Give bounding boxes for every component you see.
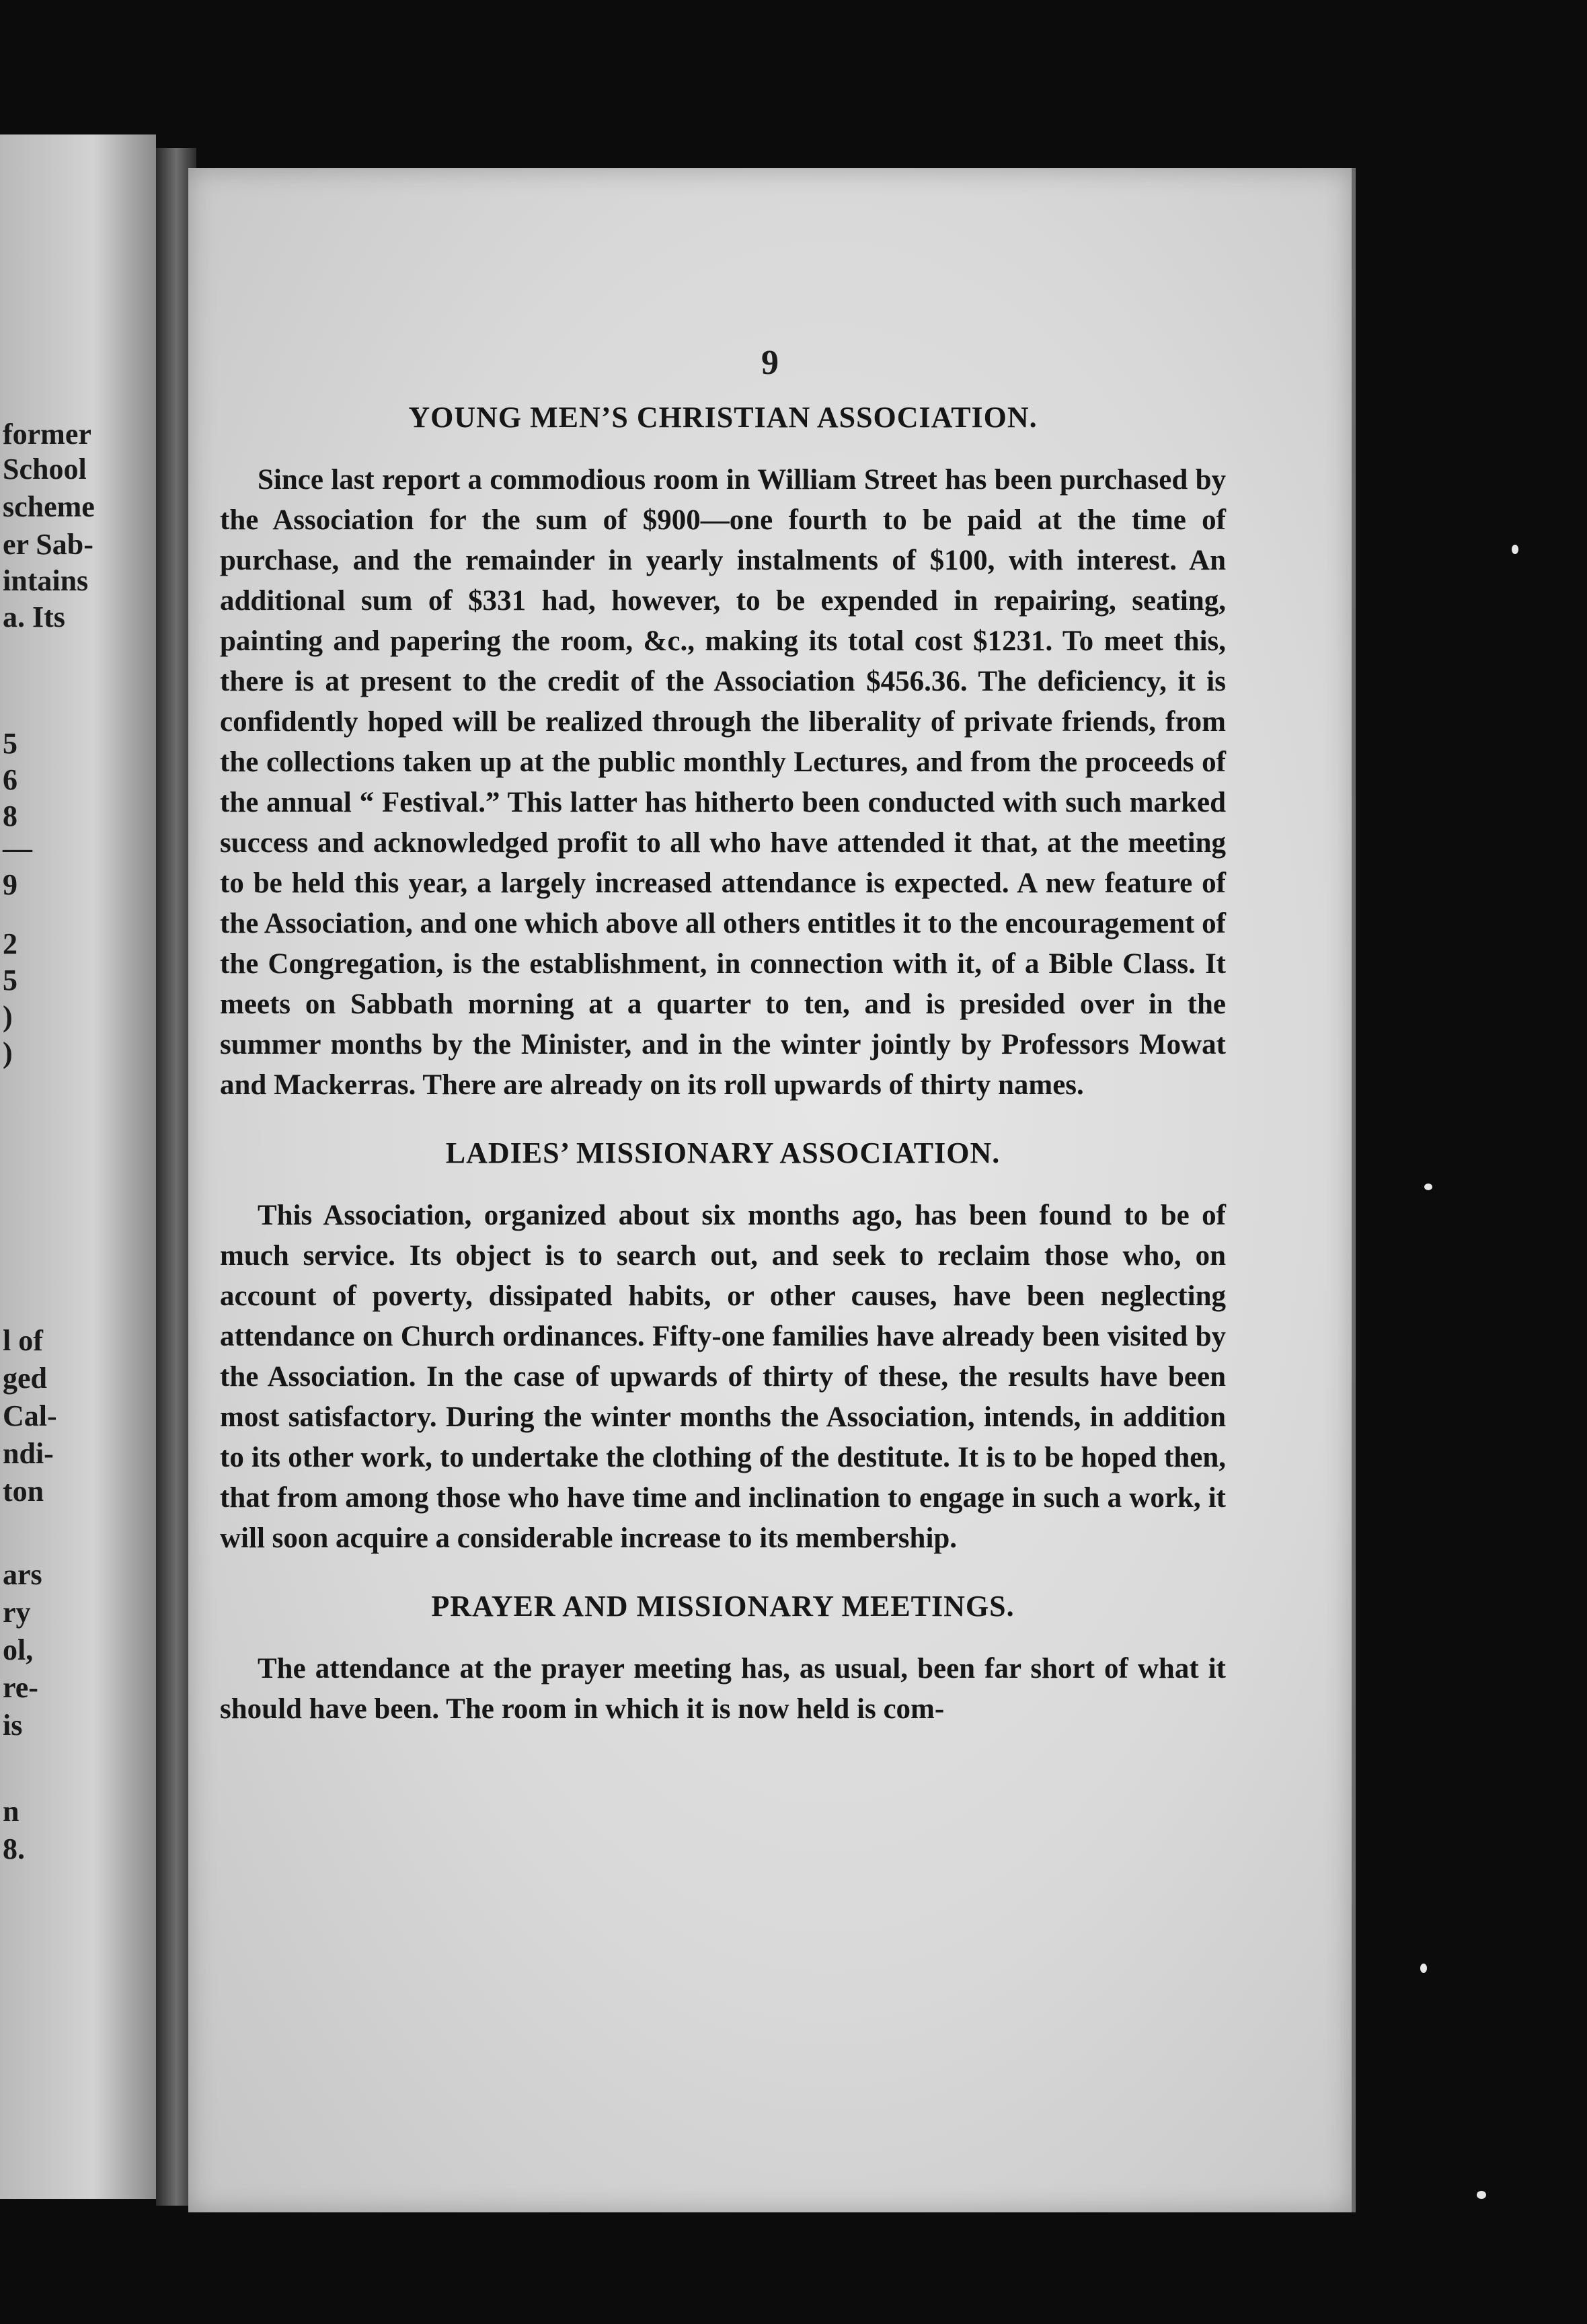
fragment-text: a. Its (3, 601, 65, 633)
fragment-text: ) (3, 1000, 13, 1033)
fragment-text: re- (3, 1671, 38, 1704)
page-number: 9 (761, 344, 779, 382)
fragment-text: ton (3, 1475, 44, 1508)
section-heading-prayer-meetings: PRAYER AND MISSIONARY MEETINGS. (431, 1590, 1015, 1623)
section-heading-ymca: YOUNG MEN’S CHRISTIAN ASSOCIATION. (408, 401, 1038, 434)
speck-mark (1420, 1964, 1427, 1973)
page-body (220, 397, 1226, 1756)
fragment-text: — (3, 832, 32, 865)
fragment-text: 5 (3, 727, 17, 760)
speck-mark (1477, 2191, 1486, 2199)
fragment-text: ry (3, 1596, 31, 1629)
fragment-text: 8. (3, 1832, 25, 1865)
fragment-text: 9 (3, 868, 17, 901)
speck-mark (1512, 545, 1518, 554)
speck-mark (1424, 1184, 1432, 1190)
fragment-text: former (3, 418, 91, 451)
section-paragraph-prayer-meetings: The attendance at the prayer meeting has, as usual, been far short of what it should have been. The room in which it is now held is com- (220, 1653, 1226, 1725)
fragment-text: ol, (3, 1633, 34, 1666)
document-page (188, 168, 1356, 2212)
section-paragraph-ladies-missionary: This Association, organized about six months ago, has been found to be of much service. Its object is to search out, and seek to reclaim those who, on account of poverty, dissipated habits, or other causes, have been neglecting attendance on Church ordinances. Fifty-one families have already been visited by the Association. In the case of upwards of thirty of these, the results have been most satisfactory. During the winter months the Association, intends, in addition to its other work, to undertake the clothing of the destitute. It is to be hoped then, that from among those who have time and inclination to engage in such a work, it will soon acquire a considerable increase to its membership. (220, 1200, 1226, 1554)
fragment-text: 8 (3, 800, 17, 832)
fragment-text: er Sab- (3, 528, 93, 561)
fragment-text: n (3, 1795, 20, 1828)
fragment-text: ars (3, 1558, 42, 1591)
fragment-text: 2 (3, 927, 17, 960)
facing-page-fragment (0, 134, 156, 2199)
fragment-text: ged (3, 1362, 47, 1395)
fragment-text: l of (3, 1324, 43, 1357)
fragment-text: ) (3, 1036, 13, 1069)
fragment-text: ndi- (3, 1437, 54, 1470)
fragment-text: Cal- (3, 1399, 57, 1432)
fragment-text: intains (3, 564, 89, 597)
fragment-text: is (3, 1709, 23, 1742)
section-heading-ladies-missionary: LADIES’ MISSIONARY ASSOCIATION. (445, 1136, 1001, 1169)
fragment-text: 5 (3, 964, 17, 997)
section-paragraph-ymca: Since last report a commodious room in William Street has been purchased by the Association for the sum of $900—one fourth to be paid at the time of purchase, and the remainder in yearly instalments of $100, with interest. An additional sum of $331 had, however, to be expended in repairing, seating, painting and papering the room, &c., making its total cost $1231. To meet this, there is at present to the credit of the Association $456.36. The deficiency, it is confidently hoped will be realized through the liberality of private friends, from the collections taken up at the public monthly Lectures, and from the proceeds of the annual “ Festival.” This latter has hitherto been conducted with such marked success and acknowledged profit to all who have attended it that, at the meeting to be held this year, a largely increased attendance is expected. A new feature of the Association, and one which above all others entitles it to the encouragement of the Congregation, is the establishment, in connection with it, of a Bible Class. It meets on Sabbath morning at a quarter to ten, and is presided over in the summer months by the Minister, and in the winter jointly by Professors Mowat and Mackerras. There are already on its roll upwards of thirty names. (220, 464, 1226, 1101)
fragment-text: 6 (3, 763, 17, 796)
fragment-text: scheme (3, 490, 95, 523)
fragment-text: School (3, 453, 87, 486)
